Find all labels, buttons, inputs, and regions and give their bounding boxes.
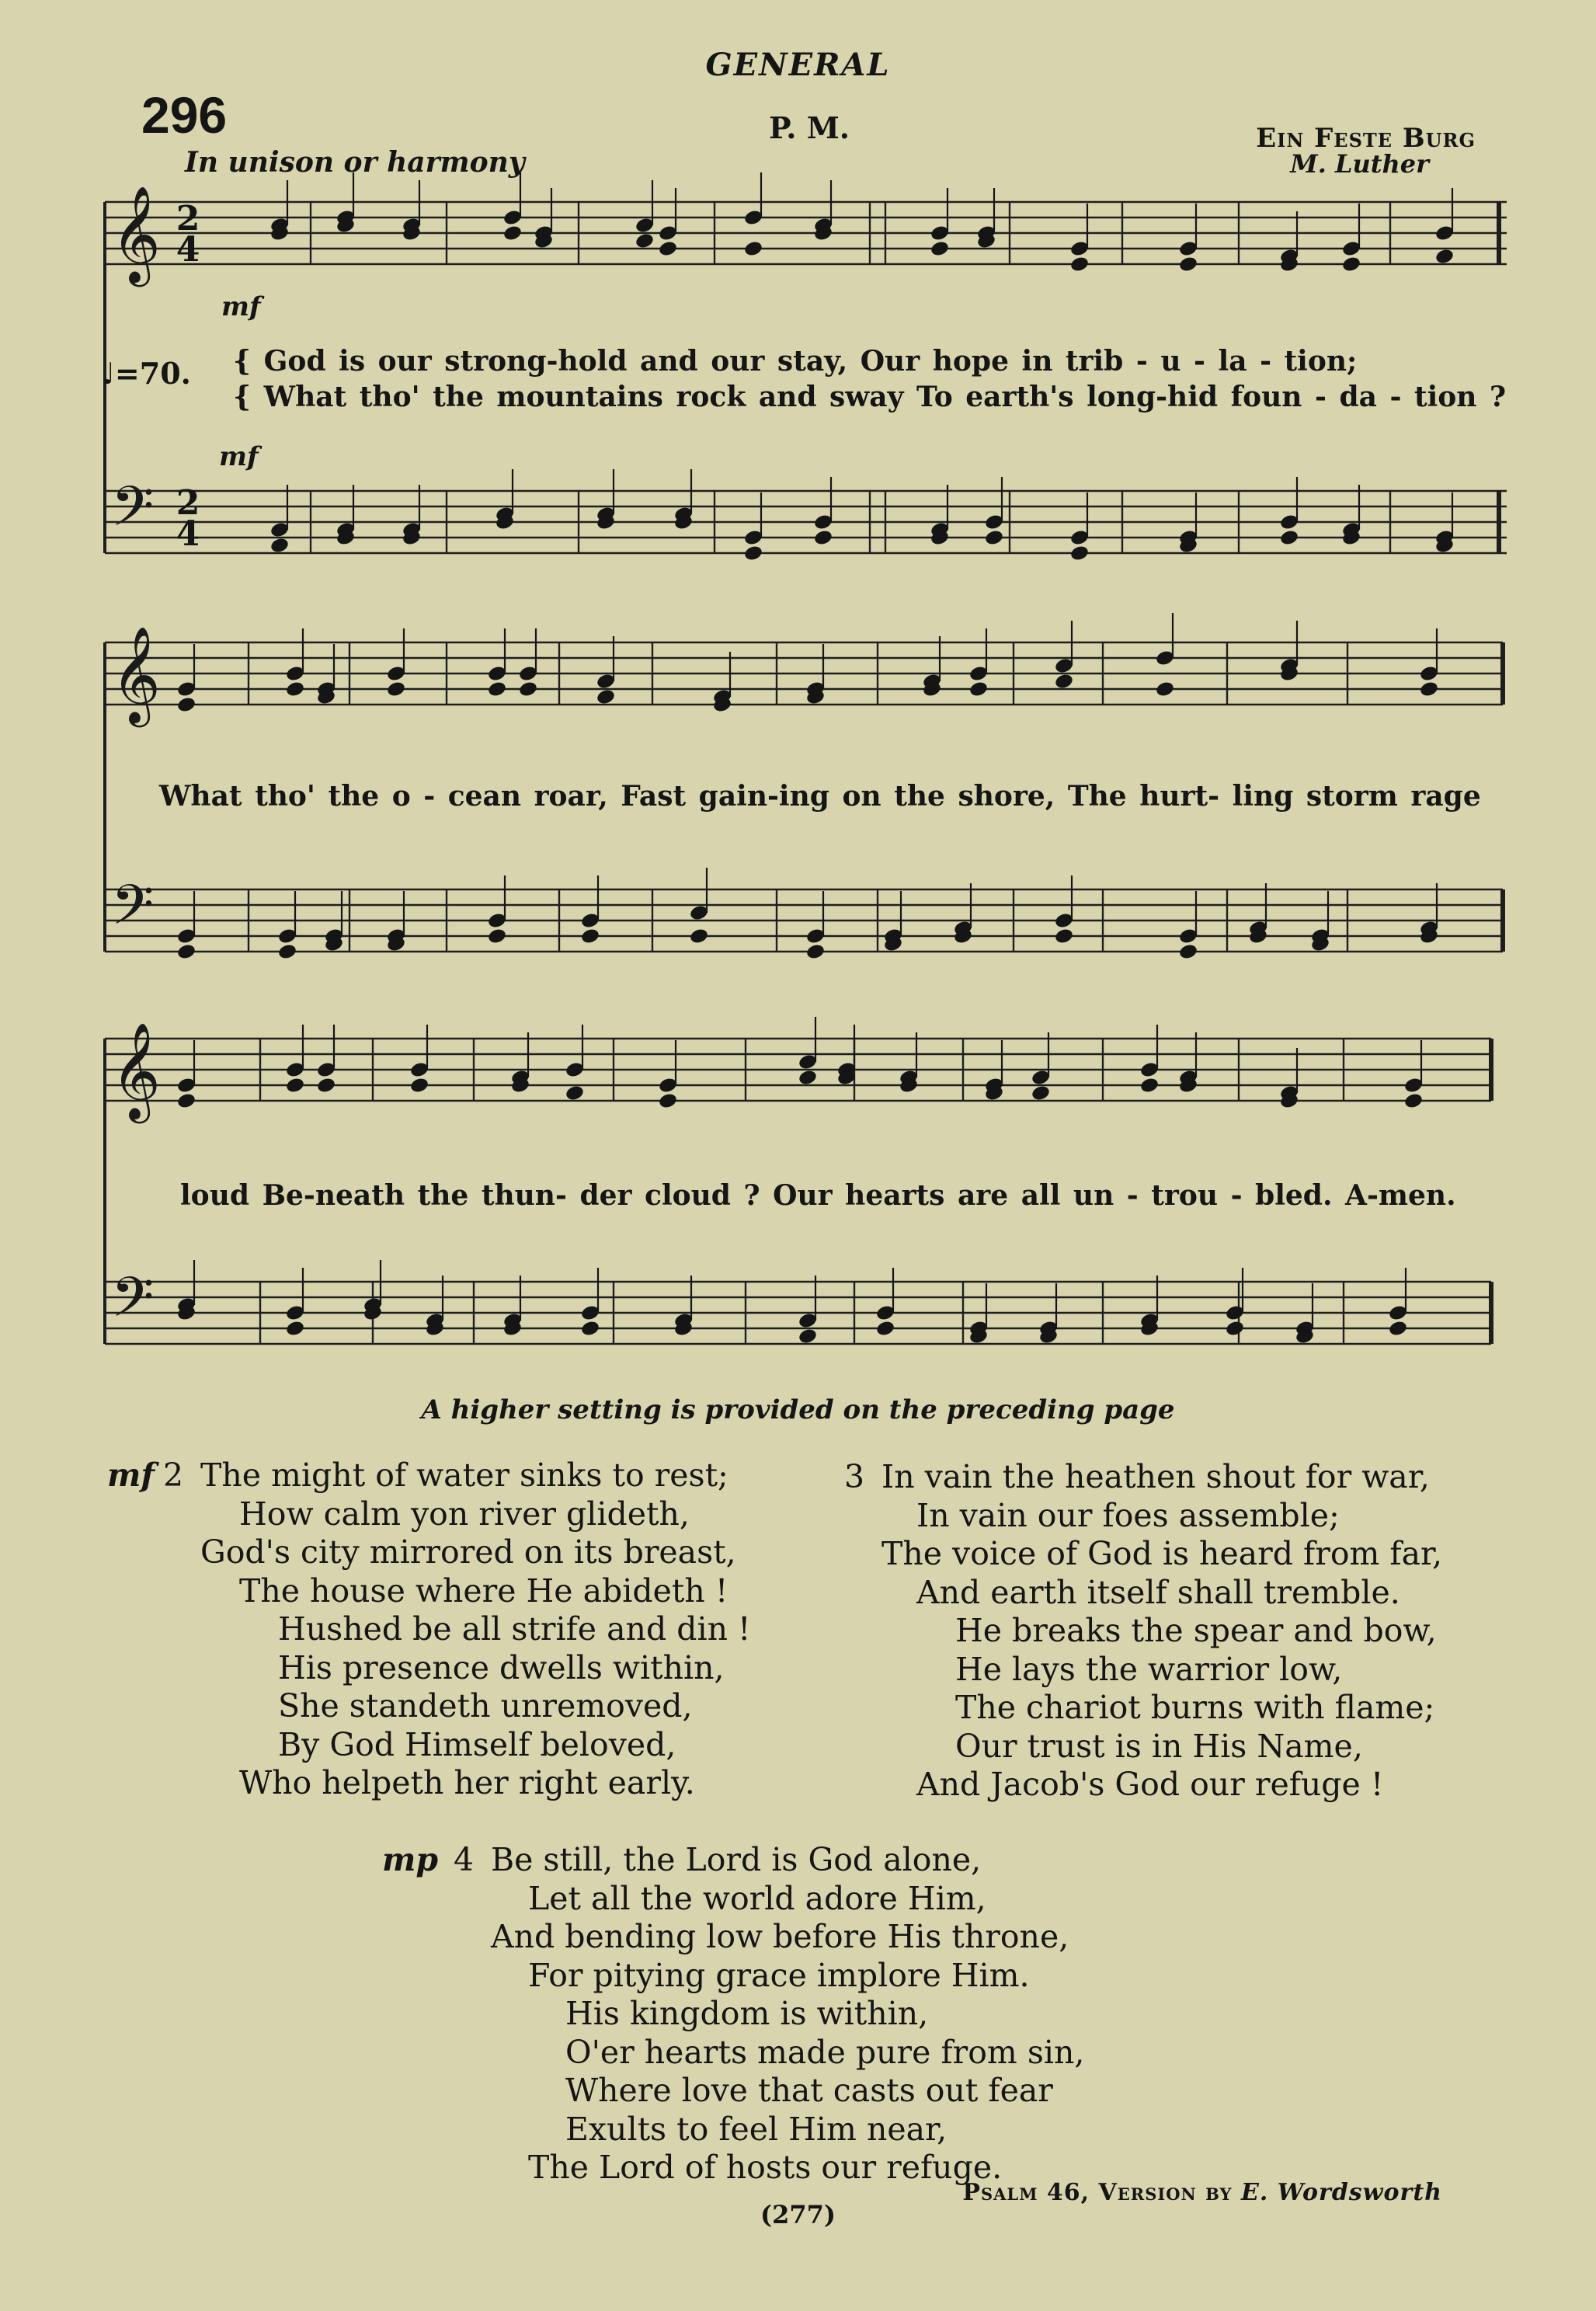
time-signature-treble — [172, 199, 203, 270]
bass-clef: 𝄢 — [111, 475, 155, 552]
note-head — [502, 224, 523, 242]
note-head — [1054, 928, 1074, 945]
stanza-line: The voice of God is heard from far, — [881, 1535, 1443, 1572]
running-head: GENERAL — [705, 47, 891, 83]
stanza-line: In vain our foes assemble; — [916, 1496, 1340, 1534]
stanza-line: The might of water sinks to rest; — [200, 1457, 728, 1494]
time-sig-bottom: 4 — [176, 230, 200, 270]
stanza-line: How calm yon river glideth, — [239, 1495, 690, 1533]
note-head — [1341, 256, 1361, 273]
stanza-line: And earth itself shall tremble. — [916, 1573, 1400, 1611]
treble-clef: 𝄞 — [111, 186, 161, 283]
time-signature-bass — [172, 483, 203, 554]
meter: P. M. — [769, 110, 850, 145]
stanza-line: For pitying grace implore Him. — [528, 1956, 1030, 1994]
note-head — [176, 696, 196, 714]
time-sig-top: 2 — [176, 199, 200, 238]
note-head — [596, 688, 616, 706]
lyric-line: { God is our strong-hold and our stay, Our hope in trib - u - la - tion; — [233, 345, 1358, 378]
stanza-dynamic: mp — [382, 1841, 439, 1878]
stanza-number: 2 — [163, 1457, 184, 1494]
note-head — [386, 680, 406, 698]
stanza-dynamic: mf — [107, 1457, 155, 1494]
note-head — [285, 1320, 305, 1338]
stanza-line: Hushed be all strife and din ! — [278, 1610, 751, 1648]
note-head — [1031, 1084, 1051, 1102]
note-head — [658, 240, 678, 258]
note-head — [1139, 1077, 1160, 1095]
note-head — [1403, 1092, 1424, 1110]
hymn-number: 296 — [141, 86, 228, 144]
time-sig-top: 2 — [176, 483, 200, 523]
note-head — [658, 1092, 678, 1110]
note-head — [984, 529, 1004, 547]
tempo-marking: ♩=70. — [101, 356, 191, 391]
stanza-line: She standeth unremoved, — [278, 1687, 693, 1725]
stanza-3 — [844, 1458, 1443, 1805]
performance-direction: In unison or harmony — [185, 146, 525, 179]
note-head — [635, 232, 655, 250]
note-head — [269, 537, 290, 555]
stanza-line: His presence dwells within, — [278, 1648, 725, 1686]
note-head — [285, 1077, 305, 1095]
lyric-line: loud Be-neath the thun- der cloud ? Our hearts are all un - trou - bled. A-men. — [180, 1179, 1456, 1212]
lyric-line: { What tho' the mountains rock and sway To earth's long-hid foun - da - tion ? — [233, 381, 1507, 413]
note-head — [930, 240, 950, 258]
stanza-line: Who helpeth her right early. — [239, 1764, 695, 1801]
dynamic-mf-treble: mf — [221, 291, 261, 322]
note-head — [176, 1092, 196, 1110]
note-head — [798, 1069, 818, 1087]
lyric-line: What tho' the o - cean roar, Fast gain-ing on the shore, The hurt- ling storm rage — [159, 780, 1481, 813]
note-head — [1388, 1320, 1408, 1338]
stanza-line: His kingdom is within, — [565, 1995, 929, 2032]
note-head — [1178, 256, 1198, 273]
stanza-line: The Lord of hosts our refuge. — [528, 2149, 1003, 2186]
stanza-line: Be still, the Lord is God alone, — [491, 1841, 982, 1878]
note-head — [1434, 248, 1455, 266]
stanza-line: By God Himself beloved, — [278, 1725, 676, 1763]
note-head — [813, 529, 833, 547]
note-head — [1054, 673, 1074, 691]
tune-name: Ein Feste Burg — [1256, 123, 1476, 154]
treble-clef: 𝄞 — [111, 626, 161, 723]
note-head — [1178, 943, 1198, 961]
note-head — [805, 943, 826, 961]
note-head — [689, 928, 709, 945]
stanza-line: Our trust is in His Name, — [955, 1727, 1363, 1765]
stanza-line: And bending low before His throne, — [491, 1918, 1069, 1955]
note-head — [487, 928, 507, 945]
stanza-4 — [382, 1841, 1085, 2187]
stanza-line: The chariot burns with flame; — [955, 1689, 1435, 1726]
note-head — [743, 545, 763, 562]
note-head — [798, 1328, 818, 1345]
stanza-number: 4 — [454, 1841, 475, 1878]
note-head — [1069, 256, 1090, 273]
note-head — [580, 1320, 600, 1338]
stanza-line: Let all the world adore Him, — [528, 1879, 986, 1917]
dynamic-mf-bass: mf — [219, 441, 259, 472]
note-head — [487, 680, 507, 698]
bass-clef: 𝄢 — [111, 1265, 155, 1343]
note-head — [1419, 680, 1439, 698]
note-head — [277, 943, 297, 961]
note-head — [409, 1077, 429, 1095]
treble-clef: 𝄞 — [111, 1022, 161, 1119]
note-head — [285, 680, 305, 698]
note-head — [1279, 529, 1299, 547]
composer: M. Luther — [1290, 149, 1429, 179]
stanza-2 — [107, 1457, 751, 1803]
note-head — [743, 240, 763, 258]
page-number: (277) — [760, 2200, 836, 2229]
setting-note: A higher setting is provided on the preceding page — [421, 1394, 1175, 1425]
stanza-line: Exults to feel Him near, — [565, 2110, 948, 2148]
stanza-line: He breaks the spear and bow, — [955, 1612, 1437, 1649]
stanza-line: Where love that casts out fear — [565, 2072, 1053, 2109]
credit-author: E. Wordsworth — [1241, 2179, 1442, 2206]
bass-clef: 𝄢 — [111, 873, 155, 951]
note-head — [1155, 680, 1175, 698]
stanza-number: 3 — [844, 1458, 865, 1495]
credit-source: Psalm 46, Version by — [962, 2179, 1233, 2206]
stanza-line: And Jacob's God our refuge ! — [916, 1766, 1384, 1803]
note-head — [580, 928, 600, 945]
stanza-line: In vain the heathen shout for war, — [881, 1458, 1430, 1495]
note-head — [1225, 1320, 1245, 1338]
note-head — [518, 680, 538, 698]
stanza-line: God's city mirrored on its breast, — [200, 1533, 736, 1571]
time-sig-bottom: 4 — [176, 514, 200, 554]
note-head — [1069, 545, 1090, 562]
note-head — [316, 1077, 336, 1095]
note-head — [176, 943, 196, 961]
stanza-line: He lays the warrior low, — [955, 1650, 1343, 1688]
note-head — [565, 1084, 585, 1102]
note-head — [968, 680, 989, 698]
note-head — [875, 1320, 895, 1338]
stanza-line: O'er hearts made pure from sin, — [565, 2033, 1085, 2071]
stanza-line: The house where He abideth ! — [239, 1571, 728, 1610]
